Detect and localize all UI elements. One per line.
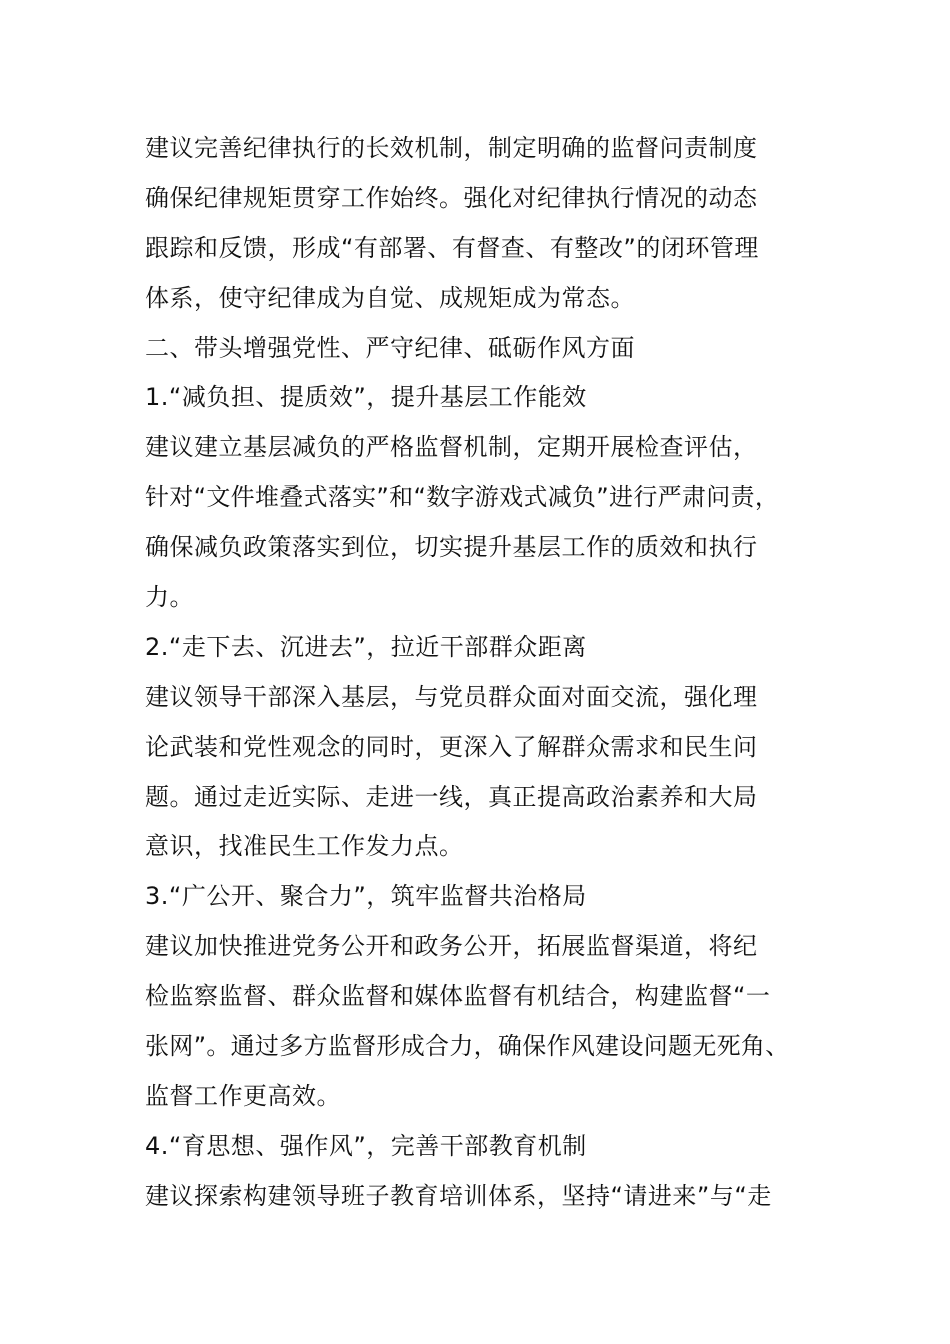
paragraph-line: 针对“文件堆叠式落实”和“数字游戏式减负”进行严肃问责， bbox=[145, 483, 780, 512]
subsection-heading: 2.“走下去、沉进去”，拉近干部群众距离 bbox=[145, 632, 587, 661]
paragraph-line: 体系，使守纪律成为自觉、成规矩成为常态。 bbox=[145, 283, 635, 312]
paragraph-line: 确保纪律规矩贯穿工作始终。强化对纪律执行情况的动态 bbox=[145, 183, 758, 212]
subsection-heading: 3.“广公开、聚合力”，筑牢监督共治格局 bbox=[145, 882, 587, 911]
section-heading: 二、带头增强党性、严守纪律、砥砺作风方面 bbox=[145, 333, 635, 362]
document-body bbox=[145, 124, 845, 1222]
subsection-heading: 1.“减负担、提质效”，提升基层工作能效 bbox=[145, 383, 587, 412]
paragraph-line: 建议完善纪律执行的长效机制，制定明确的监督问责制度 bbox=[145, 134, 758, 162]
paragraph-line: 跟踪和反馈，形成“有部署、有督查、有整改”的闭环管理 bbox=[145, 233, 759, 262]
paragraph-line: 意识，找准民生工作发力点。 bbox=[145, 832, 464, 861]
paragraph-line: 监督工作更高效。 bbox=[145, 1081, 341, 1110]
paragraph-line: 建议加快推进党务公开和政务公开，拓展监督渠道，将纪 bbox=[145, 932, 758, 961]
paragraph-line: 建议建立基层减负的严格监督机制，定期开展检查评估， bbox=[145, 433, 758, 462]
subsection-heading: 4.“育思想、强作风”，完善干部教育机制 bbox=[145, 1131, 587, 1160]
paragraph-line: 建议领导干部深入基层，与党员群众面对面交流，强化理 bbox=[145, 682, 758, 711]
paragraph-line: 张网”。通过多方监督形成合力，确保作风建设问题无死角、 bbox=[145, 1032, 790, 1061]
paragraph-line: 题。通过走近实际、走进一线，真正提高政治素养和大局 bbox=[145, 782, 758, 811]
paragraph-line: 确保减负政策落实到位，切实提升基层工作的质效和执行 bbox=[145, 533, 758, 562]
paragraph-line: 力。 bbox=[145, 583, 194, 612]
paragraph-line: 检监察监督、群众监督和媒体监督有机结合，构建监督“一 bbox=[145, 982, 771, 1011]
paragraph-line: 建议探索构建领导班子教育培训体系，坚持“请进来”与“走 bbox=[145, 1181, 772, 1210]
paragraph-line: 论武装和党性观念的同时，更深入了解群众需求和民生问 bbox=[145, 732, 758, 761]
